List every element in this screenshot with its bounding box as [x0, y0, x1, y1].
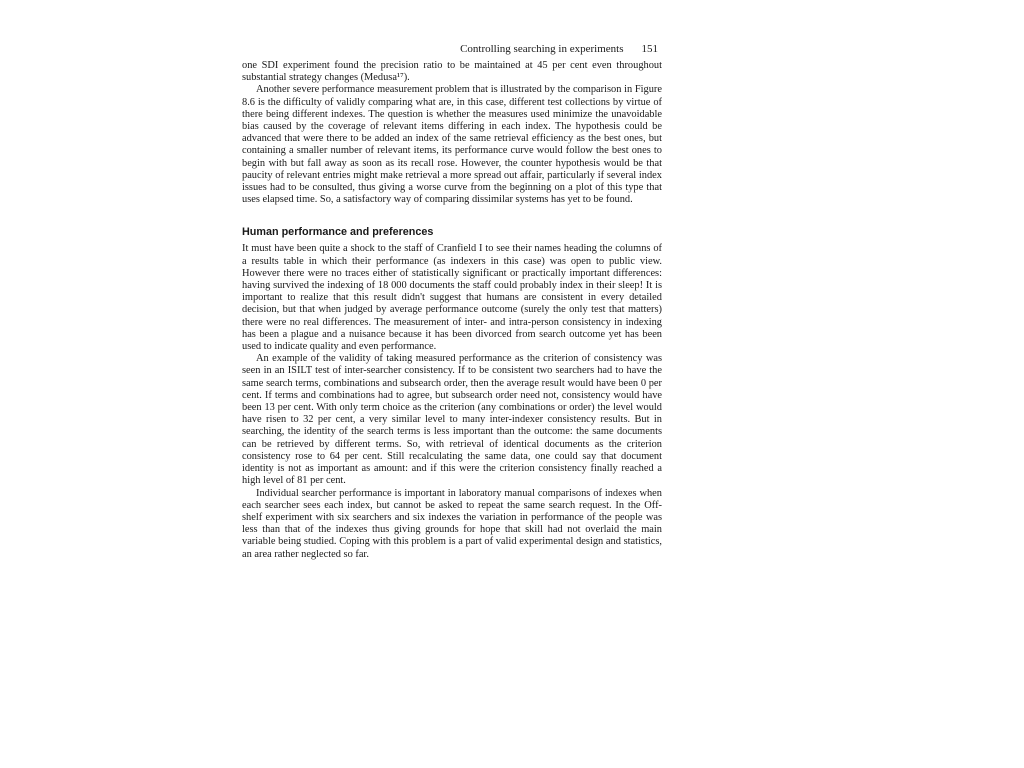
- running-header: [242, 38, 662, 60]
- paragraph-consistency-example: An example of the validity of taking measured performance as the criterion of consistency was seen in an ISILT test of inter-searcher consistency. If to be consistent two searchers had to have the same search terms, combinations and subsearch order, then the average result would have been 0 per cent. If terms and combinations had to agree, but subsearch order need not, consistency would have been 13 per cent. With only term choice as the criterion (any combinations or order) the level would have risen to 32 per cent, a very similar level to many inter-indexer consistency results. But in searching, the identity of the search terms is less important than the outcome: the same documents can be retrieved by different terms. So, with retrieval of identical documents as the criterion consistency rose to 64 per cent. Still recalculating the same data, one could say that document identity is not as important as amount: and if this were the criterion consistency finally reached a high level of 81 per cent.: [242, 353, 662, 487]
- paragraph-performance-measurement: Another severe performance measurement problem that is illustrated by the comparison in Figure 8.6 is the difficulty of validly comparing what are, in this case, different test collections by virtue of there being different indexes. The question is whether the measures used minimize the unavoidable bias caused by the coverage of relevant items differing in each index. The hypothesis could be advanced that were there to be added an index of the same retrieval efficiency as the best ones, but containing a smaller number of relevant items, its performance curve would follow the best ones to begin with but fall away as soon as its recall rose. However, the counter hypothesis would be that paucity of relevant entries might make retrieval a more spread out affair, particularly if several index issues had to be consulted, thus giving a worse curve from the beginning on a plot of this type that uses elapsed time. So, a satisfactory way of comparing dissimilar systems has yet to be found.: [242, 84, 662, 206]
- paragraph-individual-searcher: Individual searcher performance is important in laboratory manual comparisons of indexes when each searcher sees each index, but cannot be asked to repeat the same search request. In the Off-shelf experiment with six searchers and six indexes the variation in performance of the people was less than that of the indexes thus giving grounds for hope that skill had not overlaid the main variable being studied. Coping with this problem is a part of valid experimental design and statistics, an area rather neglected so far.: [242, 487, 662, 560]
- paragraph-human-performance: It must have been quite a shock to the staff of Cranfield I to see their names heading the columns of a results table in which their performance (as indexers in this case) was open to public view. However there were no traces either of statistically significant or practically important differences: having survived the indexing of 18 000 documents the staff could probably index in their sleep! It is important to realize that this result didn't suggest that humans are consistent in every detailed decision, but that when judged by average performance outcome (surely the only test that matters) there were no real differences. The measurement of inter- and intra-person consistency in indexing has been a plague and a nuisance because it has been divorced from search outcome yet has been used to indicate quality and even performance.: [242, 243, 662, 353]
- running-title: Controlling searching in experiments: [460, 43, 624, 55]
- section-heading: Human performance and preferences: [242, 226, 434, 239]
- page-number: 151: [641, 43, 658, 55]
- book-page: [242, 38, 662, 561]
- paragraph-continued: one SDI experiment found the precision ratio to be maintained at 45 per cent even throughout substantial strategy changes (Medusa¹⁷).: [242, 60, 662, 84]
